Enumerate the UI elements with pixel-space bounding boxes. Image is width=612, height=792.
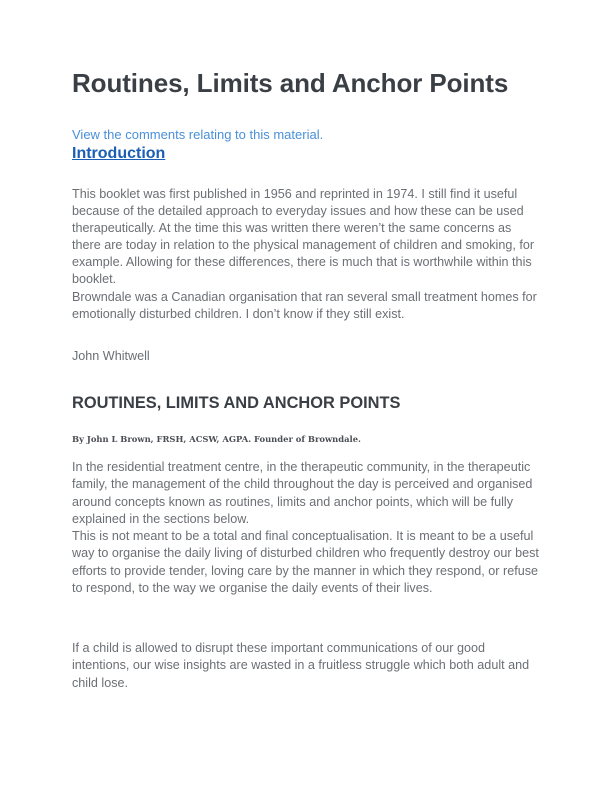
author-signature: John Whitwell bbox=[72, 349, 150, 363]
introduction-heading[interactable]: Introduction bbox=[72, 145, 166, 162]
comments-link[interactable]: View the comments relating to this material. bbox=[72, 127, 324, 142]
body-paragraph: This is not meant to be a total and final conceptualisation. It is meant to be a useful way to organise the daily living of disturbed children who frequently destroy our best efforts to provide tender, loving care by the manner in which they respond, or refuse to respond, to the way we organise the daily events of their lives. bbox=[72, 529, 539, 596]
author-byline: By John L Brown, FRSH, ACSW, AGPA. Founder of Browndale. bbox=[72, 434, 361, 444]
body-paragraph: In the residential treatment centre, in the therapeutic community, in the therapeutic family, the management of the child throughout the day is perceived and organised around concepts known as routines, limits and anchor points, which will be fully explained in the sections below. bbox=[72, 460, 533, 527]
intro-paragraph: This booklet was first published in 1956 and reprinted in 1974. I still find it useful because of the detailed approach to everyday issues and how these can be used therapeutically. At the time this was written there weren’t the same concerns as there are today in relation to the physical management of children and smoking, for example. Allowing for these differences, there is much that is worthwhile within this booklet. bbox=[72, 187, 535, 287]
page-title: Routines, Limits and Anchor Points bbox=[72, 68, 509, 98]
section-heading: ROUTINES, LIMITS AND ANCHOR POINTS bbox=[72, 394, 401, 412]
intro-paragraph: Browndale was a Canadian organisation that ran several small treatment homes for emotionally disturbed children. I don’t know if they still exist. bbox=[72, 290, 537, 322]
body-paragraph: If a child is allowed to disrupt these important communications of our good intentions, our wise insights are wasted in a fruitless struggle which both adult and child lose. bbox=[72, 641, 530, 690]
